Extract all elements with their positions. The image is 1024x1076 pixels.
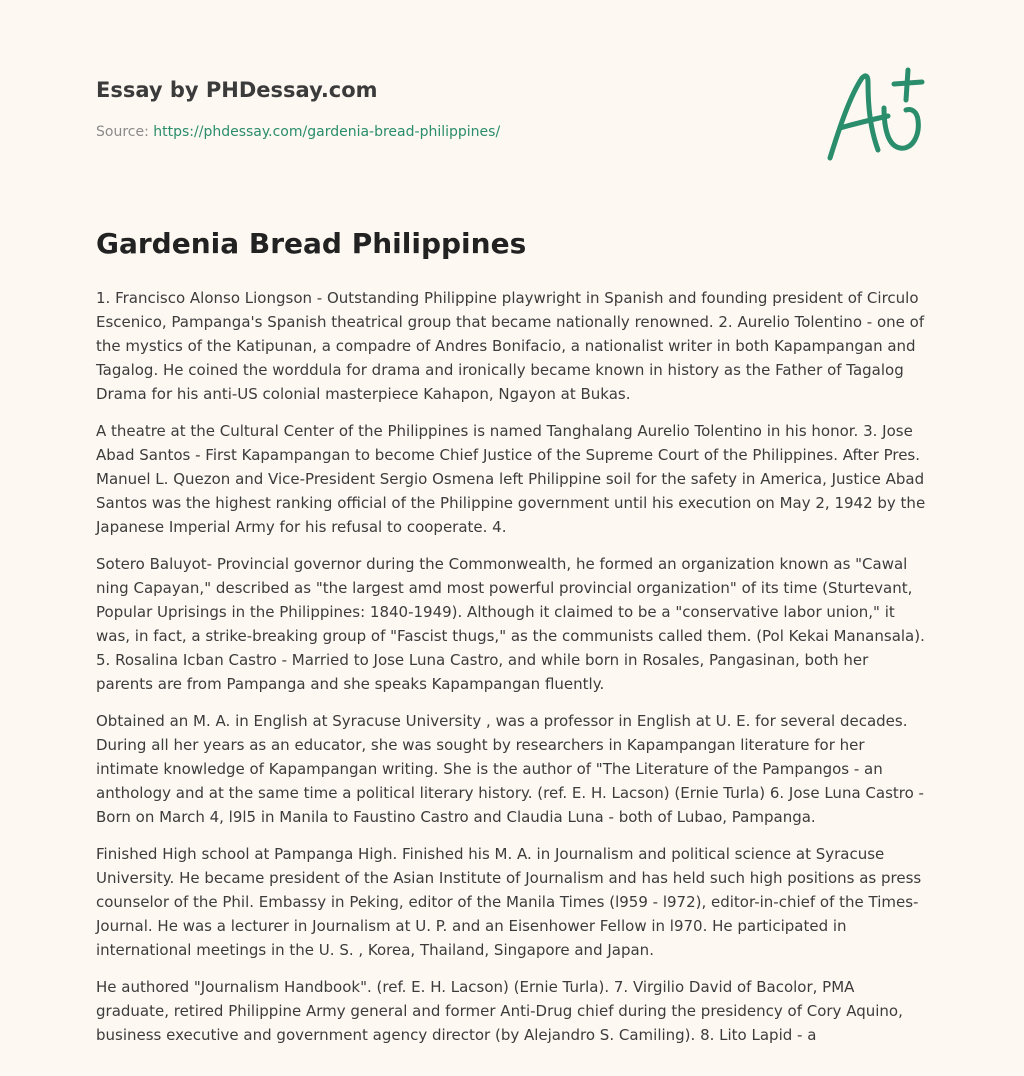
article-paragraph-2: A theatre at the Cultural Center of the Philippines is named Tanghalang Aurelio Tolentino in his honor. 3. Jose Abad Santos - First Kapampangan to become Chief Justice of the Supreme Court of the Philippines. After Pres. Manuel L. Quezon and Vice-President Sergio Osmena left Philippine soil for the safety in America, Justice Abad Santos was the highest ranking official of the Philippine government until his execution on May 2, 1942 by the Japanese Imperial Army for his refusal to cooperate. 4. — [96, 422, 926, 536]
article-paragraph-5: Finished High school at Pampanga High. Finished his M. A. in Journalism and political science at Syracuse University. He became president of the Asian Institute of Journalism and has held such high positions as press counselor of the Phil. Embassy in Peking, editor of the Manila Times (l959 - l972), editor-in-chief of the Times-Journal. He was a lecturer in Journalism at U. P. and an Eisenhower Fellow in l970. He participated in international meetings in the U. S. , Korea, Thailand, Singapore and Japan. — [96, 845, 922, 959]
article-paragraph-1: 1. Francisco Alonso Liongson - Outstanding Philippine playwright in Spanish and founding president of Circulo Escenico, Pampanga's Spanish theatrical group that became nationally renowned. 2. Aurelio Tolentino - one of the mystics of the Katipunan, a compadre of Andres Bonifacio, a nationalist writer in both Kapampangan and Tagalog. He coined the worddula for drama and ironically became known in history as the Father of Tagalog Drama for his anti-US colonial masterpiece Kahapon, Ngayon at Bukas. — [96, 289, 925, 403]
article-paragraph-3: Sotero Baluyot- Provincial governor during the Commonwealth, he formed an organization known as "Cawal ning Capayan," described as "the largest amd most powerful provincial organization" of its time (Sturtevant, Popular Uprisings in the Philippines: 1840-1949). Although it claimed to be a "conservative labor union," it was, in fact, a strike-breaking group of "Fascist thugs," as the communists called them. (Pol Kekai Manansala). 5. Rosalina Icban Castro - Married to Jose Luna Castro, and while born in Rosales, Pangasinan, both her parents are from Pampanga and she speaks Kapampangan fluently. — [96, 555, 925, 693]
article-title: Gardenia Bread Philippines — [96, 227, 527, 260]
page-header — [96, 76, 796, 142]
source-label: Source: — [96, 124, 149, 140]
article-body — [96, 286, 930, 1060]
source-link[interactable]: https://phdessay.com/gardenia-bread-philippines/ — [153, 124, 501, 140]
article-paragraph-6: He authored "Journalism Handbook". (ref. E. H. Lacson) (Ernie Turla). 7. Virgilio David of Bacolor, PMA graduate, retired Philippine Army general and former Anti-Drug chief during the presidency of Cory Aquino, business executive and government agency director (by Alejandro S. Camiling). 8. Lito Lapid - a — [96, 978, 903, 1044]
source-line — [96, 122, 796, 142]
a-plus-logo-icon — [818, 66, 928, 166]
article-paragraph-4: Obtained an M. A. in English at Syracuse University , was a professor in English at U. E. for several decades. During all her years as an educator, she was sought by researchers in Kapampangan literature for her intimate knowledge of Kapampangan writing. She is the author of "The Literature of the Pampangos - an anthology and at the same time a political literary history. (ref. E. H. Lacson) (Ernie Turla) 6. Jose Luna Castro - Born on March 4, l9l5 in Manila to Faustino Castro and Claudia Luna - both of Lubao, Pampanga. — [96, 712, 924, 826]
site-brand: Essay by PHDessay.com — [96, 78, 378, 102]
